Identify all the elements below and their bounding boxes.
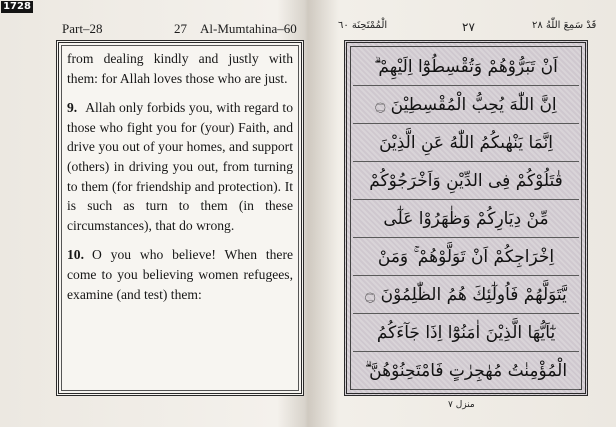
arabic-line: يٰٓاَيُّهَا الَّذِيْنَ اٰمَنُوْٓا اِذَا جَآءَكُمُ (353, 315, 579, 352)
right-header-page-number: ٢٧ (462, 20, 475, 34)
arabic-lines (353, 49, 579, 387)
paragraph-text: Allah only forbids you, with regard to those who fight you for (your) Faith, and drive you out of your homes, and support (others) in driving you out, from turning to them (for friendship and protection). It is such as turn to them (in these circumstances), that do wrong. (67, 100, 293, 233)
right-header-part: قَدْ سَمِعَ اللّٰهُ ٢٨ (532, 20, 597, 31)
paragraph-text: O you who believe! When there come to you believing women refugees, examine (and test) them: (67, 247, 293, 302)
arabic-line: الْمُؤْمِنٰتُ مُهٰجِرٰتٍ فَامْتَحِنُوْهُنَّ ۗ (353, 353, 579, 390)
arabic-text-frame (344, 40, 588, 396)
verse-10 (67, 245, 293, 304)
manzil-footer: منزل ٧ (448, 400, 475, 410)
translation-frame (56, 40, 304, 396)
arabic-line: اِخْرَاجِكُمْ اَنْ تَوَلَّوْهُمْ ۚ وَمَنْ (353, 239, 579, 276)
paragraph-text: from dealing kindly and justly with them: for Allah loves those who are just. (67, 51, 293, 86)
arabic-line: اَنْ تَبَرُّوْهُمْ وَتُقْسِطُوْٓا اِلَيْهِمْ ۗ (353, 49, 579, 86)
arabic-line: مِّنْ دِيَارِكُمْ وَظٰهَرُوْا عَلٰٓى (353, 201, 579, 238)
left-header-surah: Al-Mumtahina–60 (200, 21, 297, 36)
arabic-line: قٰتَلُوْكُمْ فِى الدِّيْنِ وَاَخْرَجُوْكُمْ (353, 163, 579, 200)
left-header-page-number: 27 (174, 21, 187, 36)
verse-number: 10. (67, 247, 84, 263)
verse-9 (67, 98, 293, 235)
right-header-surah: الْمُمْتَحِنَة ٦٠ (338, 20, 388, 31)
arabic-line: يَّتَوَلَّهُمْ فَاُولٰٓئِكَ هُمُ الظّٰلِمُوْنَ ۝ (353, 277, 579, 314)
arabic-line: اِنَّ اللّٰهَ يُحِبُّ الْمُقْسِطِيْنَ ۝ (353, 87, 579, 124)
translation-paragraph-continued (67, 49, 293, 88)
translation-text (67, 49, 293, 314)
arabic-line: اِنَّمَا يَنْهٰىكُمُ اللّٰهُ عَنِ الَّذِيْنَ (353, 125, 579, 162)
page-id-badge: 1728 (1, 1, 33, 13)
verse-number: 9. (67, 100, 78, 116)
left-header-part: Part–28 (62, 21, 103, 36)
